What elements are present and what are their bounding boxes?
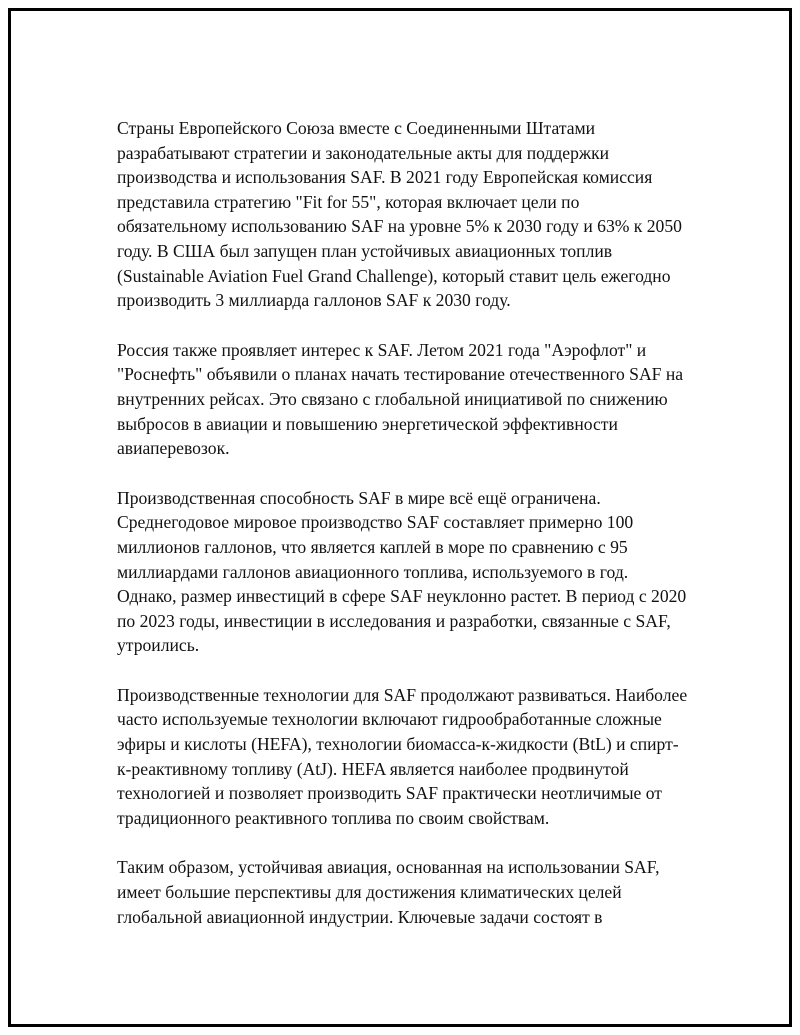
paragraph-russia-interest: Россия также проявляет интерес к SAF. Летом 2021 года "Аэрофлот" и "Роснефть" объявили о планах начать тестирование отечественного SAF на внутренних рейсах. Это связано с глобальной инициативой по снижению выбросов в авиации и повышению энергетической эффективности авиаперевозок.	[117, 339, 684, 459]
paragraph-production-technologies: Производственные технологии для SAF продолжают развиваться. Наиболее часто используемые технологии включают гидрообработанные сложные эфиры и кислоты (HEFA), технологии биомасса-к-жидкости (BtL) и спирт-к-реактивному топливу (AtJ). HEFA является наиболее продвинутой технологией и позволяет производить SAF практически неотличимые от традиционного реактивного топлива по своим свойствам.	[117, 684, 688, 828]
paragraph-eu-us-strategies: Страны Европейского Союза вместе с Соединенными Штатами разрабатывают стратегии и законодательные акты для поддержки производства и использования SAF. В 2021 году Европейская комиссия представила стратегию "Fit for 55", которая включает цели по обязательному использованию SAF на уровне 5% к 2030 году и 63% к 2050 году. В США был запущен план устойчивых авиационных топлив (Sustainable Aviation Fuel Grand Challenge), который ставит цель ежегодно производить 3 миллиарда галлонов SAF к 2030 году.	[117, 118, 682, 311]
document-body	[117, 116, 689, 954]
paragraph-conclusion: Таким образом, устойчивая авиация, основанная на использовании SAF, имеет большие перспективы для достижения климатических целей глобальной авиационной индустрии. Ключевые задачи состоят в	[117, 857, 660, 927]
paragraph-production-capacity: Производственная способность SAF в мире всё ещё ограничена. Среднегодовое мировое производство SAF составляет примерно 100 миллионов галлонов, что является каплей в море по сравнению с 95 миллиардами галлонов авиационного топлива, используемого в год. Однако, размер инвестиций в сфере SAF неуклонно растет. В период с 2020 по 2023 годы, инвестиции в исследования и разработки, связанные с SAF, утроились.	[117, 487, 687, 656]
